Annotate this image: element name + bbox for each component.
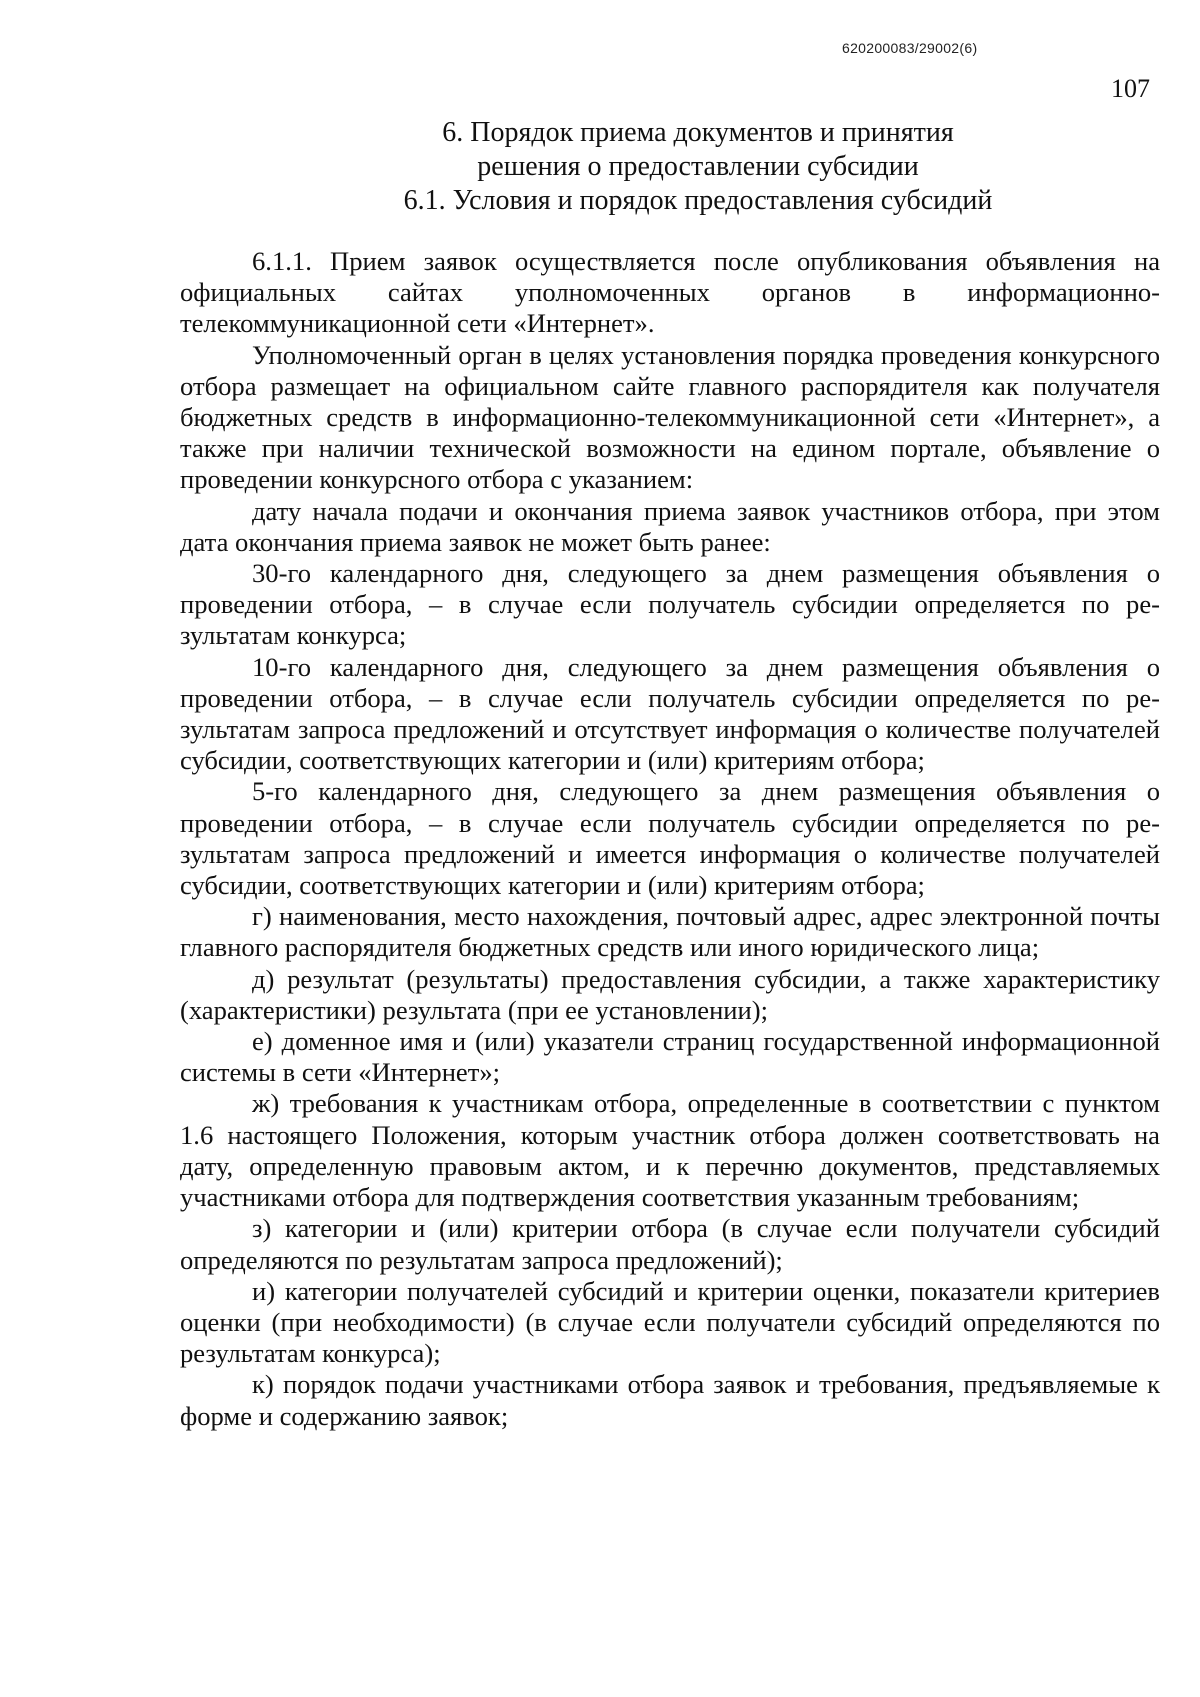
body-text — [180, 246, 1160, 1432]
paragraph-item-zh: ж) требования к участникам отбора, определенные в соответствии с пунктом 1.6 настоящего Положения, которым участник отбора должен соответствовать на дату, определенную правовым актом, и к перечню документов, представляемых участниками отбора для подтверждения соответствия указанным требованиям; — [180, 1088, 1160, 1213]
paragraph-authorized-body: Уполномоченный орган в целях установления порядка проведения конкурсного отбора размещает на официальном сайте главного распорядителя как получателя бюджетных средств в информационно-телекоммуникационной сети «Интернет», а также при наличии технической возможности на едином портале, объявление о проведении конкурсного отбора с указанием: — [180, 339, 1160, 495]
paragraph-item-z: з) категории и (или) критерии отбора (в случае если получатели субсидий определяются по результатам запроса предложений); — [180, 1213, 1160, 1275]
heading-line-3: 6.1. Условия и порядок предоставления субсидий — [403, 185, 993, 216]
section-heading — [0, 116, 1200, 218]
heading-line-1: 6. Порядок приема документов и принятия — [442, 117, 954, 148]
page-number: 107 — [1111, 74, 1150, 103]
paragraph-dates: дату начала подачи и окончания приема заявок участников отбора, при этом дата окончания приема заявок не может быть ранее: — [180, 495, 1160, 557]
paragraph-item-k: к) порядок подачи участниками отбора заявок и требования, предъявляемые к форме и содержанию заявок; — [180, 1369, 1160, 1431]
paragraph-item-e: е) доменное имя и (или) указатели страниц государственной информационной системы в сети «Интернет»; — [180, 1026, 1160, 1088]
document-code: 620200083/29002(6) — [842, 40, 978, 56]
paragraph-item-i: и) категории получателей субсидий и критерии оценки, показатели критериев оценки (при необходимости) (в случае если получатели субсидий определяются по результатам конкурса); — [180, 1275, 1160, 1369]
heading-line-2: решения о предоставлении субсидии — [477, 151, 919, 182]
paragraph-30-day: 30-го календарного дня, следующего за днем размещения объявления о проведении отбора, – в случае если получатель субсидии определяется по результатам конкурса; — [180, 558, 1160, 651]
paragraph-item-d: д) результат (результаты) предоставления субсидии, а также характеристику (характеристики) результата (при ее установлении); — [180, 963, 1160, 1025]
paragraph-5-day: 5-го календарного дня, следующего за днем размещения объявления о проведении отбора, – в случае если получатель субсидии определяется по результатам запроса предложений и имеется информация о количестве получателей субсидии, соответствующих категории и (или) критериям отбора; — [180, 776, 1160, 901]
paragraph-6-1-1: 6.1.1. Прием заявок осуществляется после опубликования объявления на официальных сайтах уполномоченных органов в информационно-телекоммуникационной сети «Интернет». — [180, 246, 1160, 339]
paragraph-10-day: 10-го календарного дня, следующего за днем размещения объявления о проведении отбора, – в случае если получатель субсидии определяется по результатам запроса предложений и отсутствует информация о количестве получателей субсидии, соответствующих категории и (или) критериям отбора; — [180, 651, 1160, 776]
paragraph-item-g: г) наименования, место нахождения, почтовый адрес, адрес электронной почты главного распорядителя бюджетных средств или иного юридического лица; — [180, 901, 1160, 963]
